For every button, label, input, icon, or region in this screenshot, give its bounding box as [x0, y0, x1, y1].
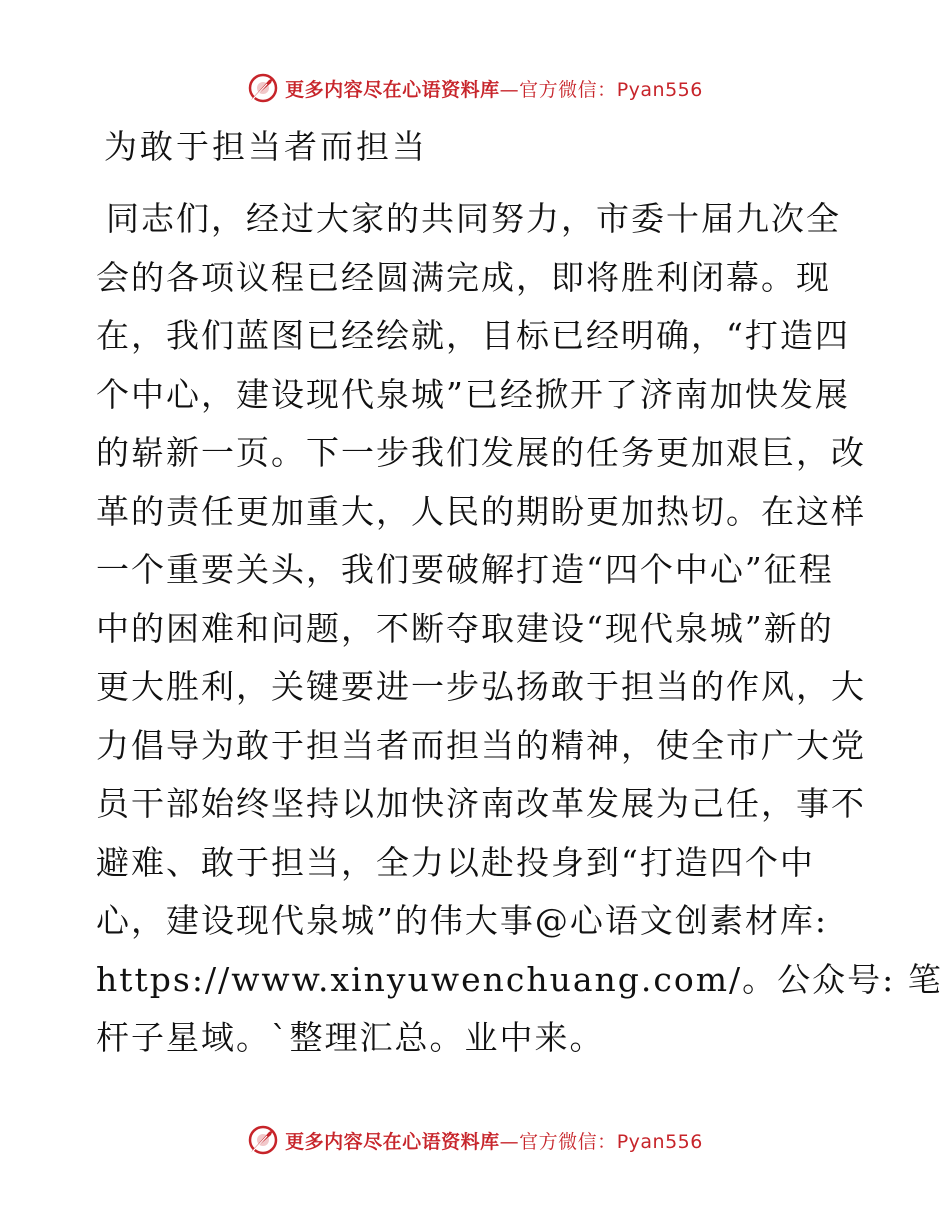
quill-circle-icon: [247, 72, 279, 104]
watermark-dash: —: [499, 1130, 520, 1153]
body-line: 在，我们蓝图已经绘就，目标已经明确，“打造四: [96, 316, 850, 355]
watermark-official: 官方微信：: [519, 1130, 617, 1153]
document-body: [96, 190, 943, 1068]
body-line: 同志们，经过大家的共同努力，市委十届九次全: [106, 199, 841, 238]
document-title: 为敢于担当者而担当: [104, 127, 428, 166]
body-line: 更大胜利，关键要进一步弘扬敢于担当的作风，大: [96, 667, 866, 706]
watermark-brand: 更多内容尽在心语资料库: [285, 78, 500, 101]
body-line: 杆子星域。`整理汇总。业中来。: [96, 1018, 605, 1057]
body-line: 一个重要关头，我们要破解打造“四个中心”征程: [96, 550, 834, 589]
footer-watermark: [0, 1124, 950, 1156]
body-line: 避难、敢于担当，全力以赴投身到“打造四个中: [96, 842, 815, 882]
body-line-url: https://www.xinyuwenchuang.com/。公众号: 笔: [96, 959, 943, 999]
quill-circle-icon: [247, 1124, 279, 1156]
body-line: 个中心，建设现代泉城”已经掀开了济南加快发展: [96, 374, 850, 414]
body-line: 会的各项议程已经圆满完成，即将胜利闭幕。现: [96, 257, 831, 297]
body-line: 中的困难和问题，不断夺取建设“现代泉城”新的: [96, 608, 834, 648]
body-line: 心，建设现代泉城”的伟大事@心语文创素材库:: [96, 901, 828, 940]
watermark-wechat-id: Pyan556: [616, 1130, 703, 1153]
body-line: 力倡导为敢于担当者而担当的精神，使全市广大党: [96, 725, 866, 765]
watermark-dash: —: [499, 78, 520, 101]
body-line: 革的责任更加重大，人民的期盼更加热切。在这样: [96, 491, 866, 531]
watermark-text: [285, 75, 703, 102]
watermark-wechat-id: Pyan556: [616, 78, 703, 101]
body-line: 的崭新一页。下一步我们发展的任务更加艰巨，改: [96, 433, 866, 472]
header-watermark: [0, 72, 950, 104]
watermark-text: [285, 1127, 703, 1154]
watermark-brand: 更多内容尽在心语资料库: [285, 1130, 500, 1153]
body-line: 员干部始终坚持以加快济南改革发展为己任，事不: [96, 784, 866, 823]
watermark-official: 官方微信：: [519, 78, 617, 101]
